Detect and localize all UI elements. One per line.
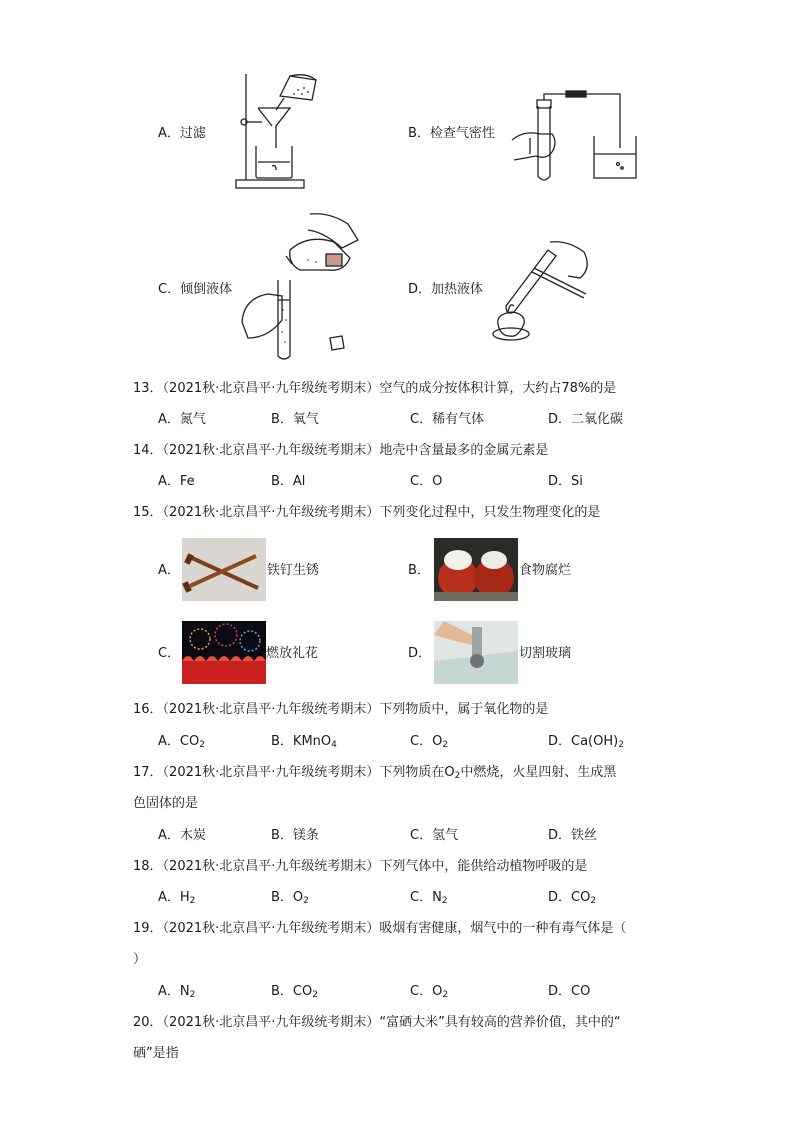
filtration-apparatus-image <box>232 70 330 192</box>
option-label: 加热液体 <box>431 282 484 297</box>
airtightness-check-image <box>510 90 640 186</box>
option-letter: D． <box>408 282 432 297</box>
question-19-stem: 19．（2021秋·北京昌平·九年级统考期末）吸烟有害健康，烟气中的一种有毒气体是（ <box>133 921 627 936</box>
option-c[interactable]: C．$O_2$ <box>410 984 449 1000</box>
rusty-nails-photo <box>182 538 266 601</box>
q15-option-c-label: 燃放礼花 <box>266 646 319 661</box>
question-17-stem-line2: 色固体的是 <box>133 796 199 811</box>
option-d[interactable]: D．CO <box>548 984 591 999</box>
option-b[interactable]: B．KMnO$_4$ <box>271 734 337 750</box>
option-c[interactable]: C．稀有气体 <box>410 412 485 427</box>
option-d[interactable]: D．二氧化碳 <box>548 412 624 427</box>
option-c[interactable]: C．$N_2$ <box>410 890 448 906</box>
question-14-stem: 14．（2021秋·北京昌平·九年级统考期末）地壳中含量最多的金属元素是 <box>133 443 549 458</box>
q12-option-a[interactable] <box>158 126 206 142</box>
q15-option-d-label: 切割玻璃 <box>519 646 572 661</box>
question-19-stem-line2: ） <box>133 952 147 967</box>
option-a[interactable]: A．Fe <box>158 474 195 489</box>
heating-liquid-image <box>488 240 600 344</box>
option-b[interactable]: B．镁条 <box>271 828 319 843</box>
fireworks-photo <box>182 621 266 684</box>
option-letter: C． <box>158 282 181 297</box>
q15-option-c-letter[interactable]: C． <box>158 646 181 661</box>
option-a[interactable]: A．木炭 <box>158 828 206 843</box>
question-20-stem: 20．（2021秋·北京昌平·九年级统考期末）“富硒大米”具有较高的营养价值，其中的“ <box>133 1015 621 1030</box>
option-a[interactable]: A．$CO_2$ <box>158 734 205 750</box>
q15-option-b-label: 食物腐烂 <box>519 563 572 578</box>
option-a[interactable]: A．$H_2$ <box>158 890 196 906</box>
option-a[interactable]: A．$N_2$ <box>158 984 196 1000</box>
q12-option-d[interactable] <box>408 282 483 298</box>
option-label: 检查气密性 <box>429 126 495 141</box>
q12-option-b[interactable] <box>408 126 495 142</box>
q12-option-c[interactable] <box>158 282 232 298</box>
glass-cutting-photo <box>434 621 518 684</box>
option-b[interactable]: B．$CO_2$ <box>271 984 318 1000</box>
q15-option-a-letter[interactable]: A． <box>158 563 180 578</box>
option-letter: A． <box>158 126 180 141</box>
question-18-stem: 18．（2021秋·北京昌平·九年级统考期末）下列气体中，能供给动植物呼吸的是 <box>133 859 588 874</box>
question-17-stem: 17．（2021秋·北京昌平·九年级统考期末）下列物质在$O_2$中燃烧，火星四射、生成黑 <box>133 765 617 781</box>
q15-option-d-letter[interactable]: D． <box>408 646 432 661</box>
option-b[interactable]: B．Al <box>271 474 306 489</box>
option-b[interactable]: B．$O_2$ <box>271 890 309 906</box>
option-c[interactable]: C．$O_2$ <box>410 734 449 750</box>
option-d[interactable]: D．$CO_2$ <box>548 890 597 906</box>
option-letter: B． <box>408 126 430 141</box>
option-c[interactable]: C．O <box>410 474 443 489</box>
option-b[interactable]: B．氧气 <box>271 412 319 427</box>
option-d[interactable]: D．Si <box>548 474 583 489</box>
question-20-stem-line2: 硒”是指 <box>133 1046 179 1061</box>
question-13-stem: 13．（2021秋·北京昌平·九年级统考期末）空气的成分按体积计算，大约占78%的是 <box>133 381 617 396</box>
option-d[interactable]: D．铁丝 <box>548 828 598 843</box>
pouring-liquid-image <box>238 210 360 362</box>
option-label: 倾倒液体 <box>180 282 233 297</box>
question-16-stem: 16．（2021秋·北京昌平·九年级统考期末）下列物质中，属于氧化物的是 <box>133 702 549 717</box>
q15-option-b-letter[interactable]: B． <box>408 563 430 578</box>
option-a[interactable]: A．氮气 <box>158 412 206 427</box>
question-15-stem: 15．（2021秋·北京昌平·九年级统考期末）下列变化过程中，只发生物理变化的是 <box>133 505 601 520</box>
option-c[interactable]: C．氢气 <box>410 828 459 843</box>
rotten-tomatoes-photo <box>434 538 518 601</box>
q15-option-a-label: 铁钉生锈 <box>267 563 320 578</box>
option-d[interactable]: D．$Ca(OH)_2$ <box>548 734 624 750</box>
option-label: 过滤 <box>179 126 206 141</box>
